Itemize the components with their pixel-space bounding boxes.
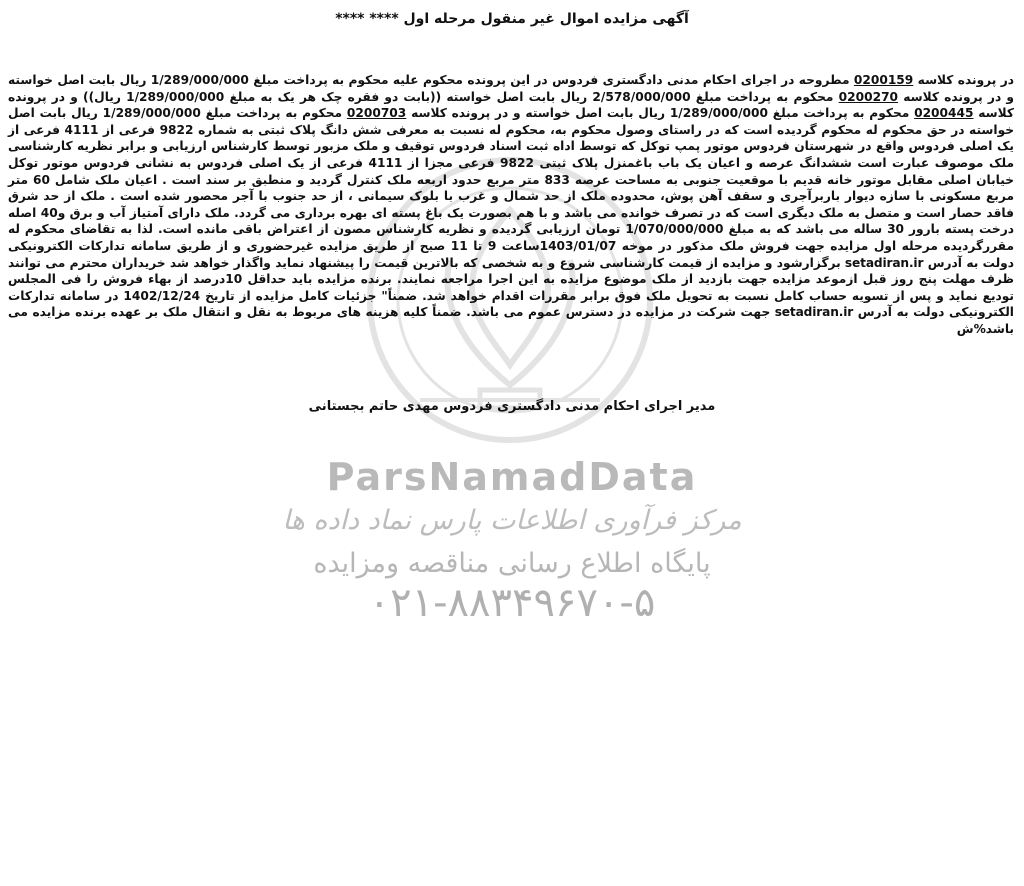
signature-line: مدیر اجرای احکام مدنی دادگستری فردوس مهدی حاتم بجستانی xyxy=(308,399,716,414)
body-text-segment: محکوم به پرداخت مبلغ 1/289/000/000 ریال بابت اصل خواسته و در پرونده کلاسه xyxy=(406,106,915,121)
body-text-segment: محکوم به پرداخت مبلغ 1/289/000/000 ریال بابت اصل خواسته در حق محکوم له محکوم گردیده است که در راستای وصول محکوم به، محکوم له نسبت به معرفی شش دانگ پلاک ثبتی به شماره 9822 فرعی از 4111 فرعی از یک اصلی فردوس واقع در شهرستان فردوس موتور پمپ توکل که توسط اداه ثبت اسناد فردوس توقیف و ملک مزبور توسط کارشناس ارزیابی و برابر نظریه کارشناسی ملک موصوف عبارت است ششدانگ عرصه و اعیان یک باب باغمنزل پلاک ثبتی 9822 فرعی مجزا از 4111 فرعی از یک اصلی فردوس به نشانی فردوس موتور توکل خیابان اصلی مقابل موتور خانه قدیم با موقعیت جنوبی به مساحت عرصه 833 متر مربع حدود اربعه ملک کنترل گردید و منطبق بر سند است . اعیان ملک شامل 60 متر مربع مسکونی با سازه دیوار باربرآجری و سقف آهن پوش، محدوده ملک از حد شمال و غرب با بلوک سیمانی ، از حد جنوب با آجر محصور شده است . ملک از حد شرق فاقد حصار است و متصل به ملک دیگری است که در تصرف خوانده می باشد و با هم بصورت یک باغ پسته ای بهره برداری می گردد. ملک دارای آمتیاز آب و برق و40 اصله درخت پسته بارور 30 ساله می باشد که به مبلغ 1/070/000/000 تومان ارزیابی گردیده و نظریه کارشناس مصون از اعتراض باقی مانده است. لذا به تقاضای محکوم له مقررگردیده مرحله اول مزایده جهت فروش ملک مذکور در موخه 1403/01/07ساعت 9 تا 11 صبح از طریق مزایده غیرحضوری و از طریق سامانه تدارکات الکترونیکی دولت به آدرس setadiran.ir برگزارشود و مزایده از قیمت کارشناسی شروع و به شخصی که بالاترین قیمت را پیشنهاد نماید واگذار خواهد شد خریداران محترم می توانند ظرف مهلت پنج روز قبل ازموعد مزایده جهت بازدید از ملک موضوع مزایده به این اجرا مراجعه نمایند. برنده مزایده باید حداقل 10درصد از بهاء فروش را فی المجلس تودیع نماید و پس از تسویه حساب کامل نسبت به تحویل ملک فوق برابر مقررات اقدام خواهد شد. ضمناً" جزئیات کامل مزایده از تاریخ 1402/12/24 در سامانه تدارکات الکترونیکی دولت به آدرس setadiran.ir جهت شرکت در مزایده در دسترس عموم می باشد. ضمناً کلیه هزینه های مربوط به نقل و انتقال ملک بر عهده برنده مزایده می باشد%ش xyxy=(8,106,1014,336)
body-text-segment: در پرونده کلاسه xyxy=(913,73,1014,87)
notice-title: آگهی مزایده اموال غیر منقول مرحله اول **** **** xyxy=(335,11,689,27)
case-number: 0200703 xyxy=(346,106,407,121)
case-number: 0200270 xyxy=(838,89,899,104)
notice-body xyxy=(8,72,1014,338)
watermark-line-1: مرکز فرآوری اطلاعات پارس نماد داده ها xyxy=(282,505,742,536)
watermark-line-2: پایگاه اطلاع رسانی مناقصه ومزایده xyxy=(313,548,711,579)
case-number: 0200445 xyxy=(914,106,974,121)
body-text-segment: محکوم به پرداخت مبلغ 2/578/000/000 ریال بابت اصل خواسته ((بابت دو فقره چک هر یک به مبلغ 1/289/000/000 ریال)) و در پرونده کلاسه xyxy=(8,89,1014,121)
case-number: 0200159 xyxy=(853,73,914,87)
watermark-brand: ParsNamadData xyxy=(326,455,698,499)
body-text-segment: مطروحه در اجرای احکام مدنی دادگستری فردوس در این پرونده محکوم علیه محکوم به پرداخت مبلغ 1/289/000/000 ریال بابت اصل خواسته و در پرونده کلاسه xyxy=(8,73,1014,104)
watermark-phone: ۰۲۱-۸۸۳۴۹۶۷۰-۵ xyxy=(368,580,656,626)
